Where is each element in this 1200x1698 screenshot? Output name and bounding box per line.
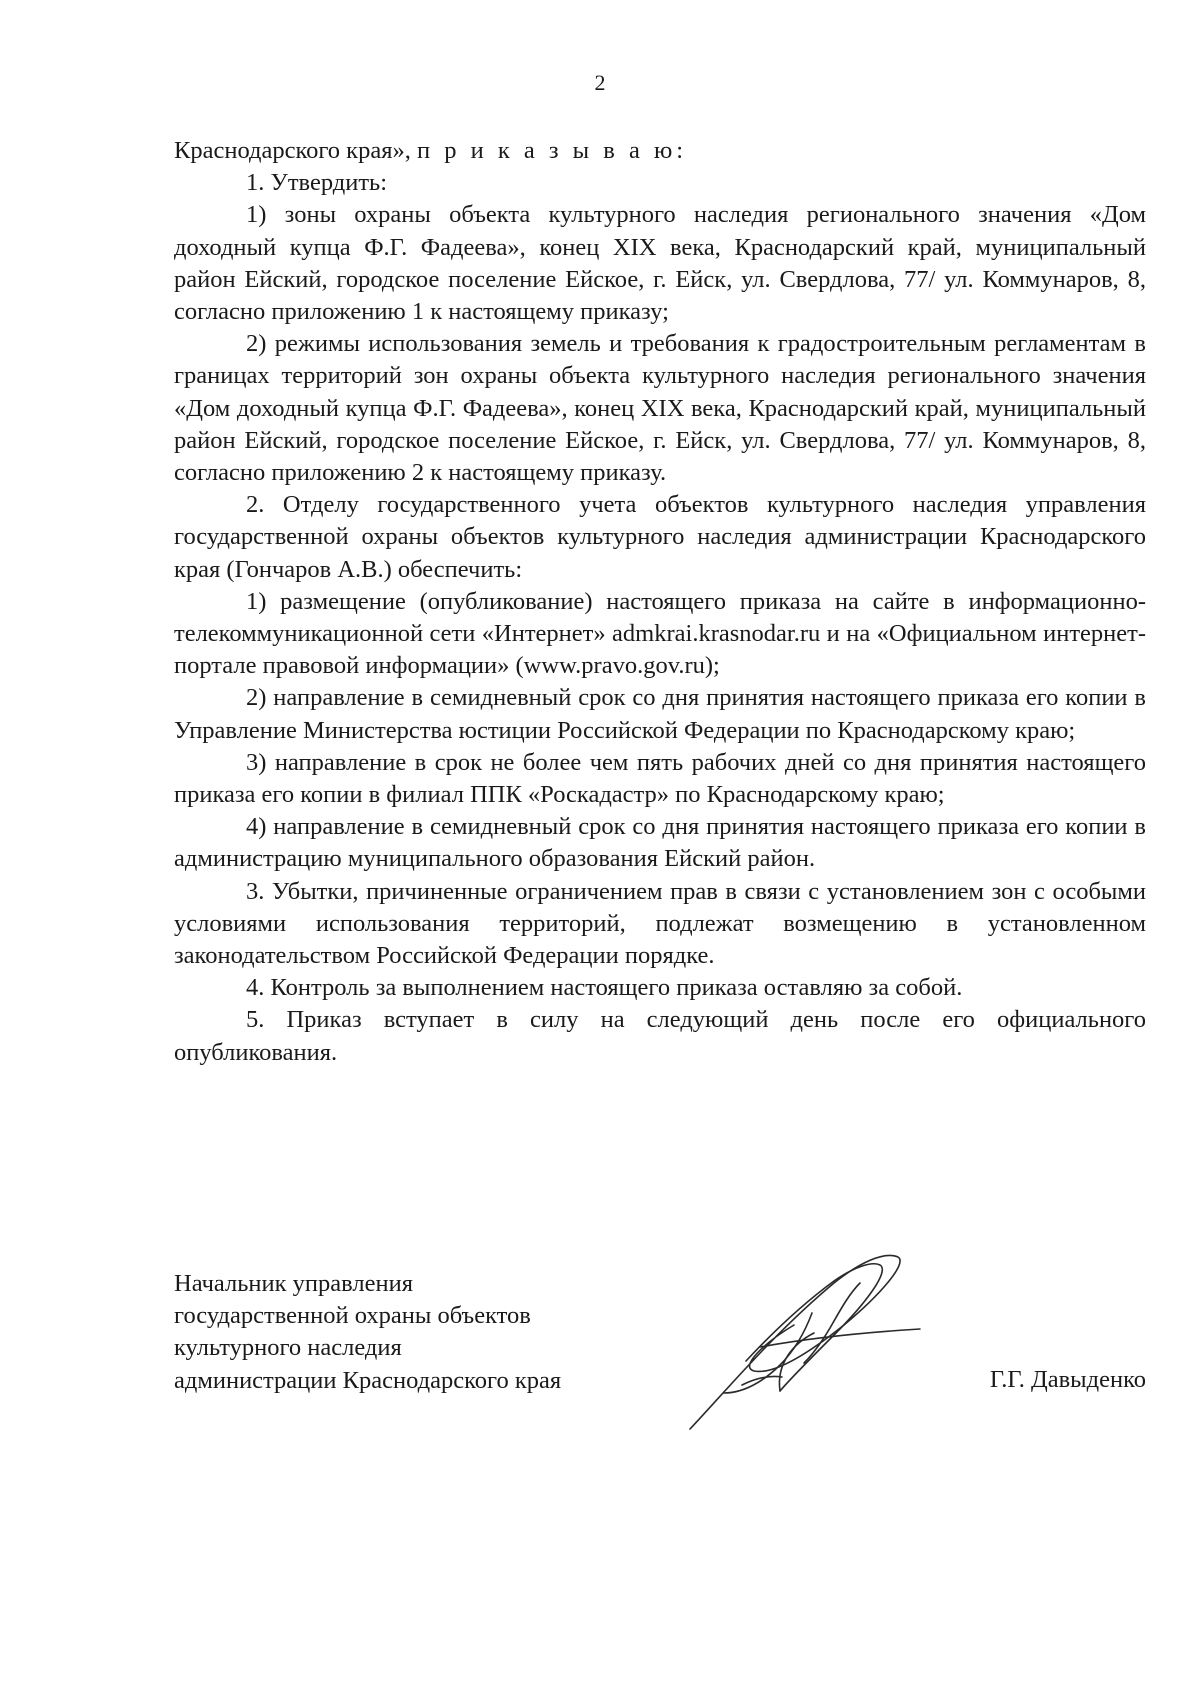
order-item-2-3: 3) направление в срок не более чем пять рабочих дней со дня принятия настоящего приказа его копии в филиал ППК «Роскадастр» по Краснодарскому краю;	[174, 748, 1146, 809]
signatory-title	[174, 1268, 561, 1397]
signatory-name: Г.Г. Давыденко	[989, 1366, 1146, 1393]
page-number: 2	[594, 70, 606, 95]
order-item-2-4: 4) направление в семидневный срок со дня принятия настоящего приказа его копии в администрацию муниципального образования Ейский район.	[174, 813, 1146, 873]
order-item-2-1: 1) размещение (опубликование) настоящего приказа на сайте в информационно-телекоммуникационной сети «Интернет» admkrai.krasnodar.ru и на «Официальном интернет-портале правовой информации» (www.pravo.gov.ru);	[174, 587, 1146, 680]
order-item-2: 2. Отделу государственного учета объектов культурного наследия управления государственной охраны объектов культурного наследия администрации Краснодарского края (Гончаров А.В.) обеспечить:	[174, 491, 1146, 583]
order-item-2-2: 2) направление в семидневный срок со дня принятия настоящего приказа его копии в Управление Министерства юстиции Российской Федерации по Краснодарскому краю;	[174, 684, 1146, 744]
order-item-3: 3. Убытки, причиненные ограничением прав в связи с установлением зон с особыми условиями использования территорий, подлежат возмещению в установленном законодательством Российской Федерации порядке.	[174, 877, 1146, 970]
intro-lead: Краснодарского края»,	[174, 137, 417, 164]
signature-block	[174, 1268, 1146, 1438]
order-item-4: 4. Контроль за выполнением настоящего приказа оставляю за собой.	[246, 974, 963, 1002]
signatory-title-line: Начальник управления	[174, 1270, 413, 1297]
signatory-title-line: культурного наследия	[174, 1334, 402, 1362]
order-item-1: 1. Утвердить:	[246, 169, 388, 197]
signatory-title-line: государственной охраны объектов	[174, 1302, 531, 1330]
order-item-5: 5. Приказ вступает в силу на следующий день после его официального опубликования.	[174, 1006, 1146, 1066]
order-body	[174, 135, 1146, 1069]
intro-paragraph	[174, 135, 1146, 167]
order-item-1-2: 2) режимы использования земель и требования к градостроительным регламентам в границах территорий зон охраны объекта культурного наследия регионального значения «Дом доходный купца Ф.Г. Фадеева», конец XIX века, Краснодарский край, муниципальный район Ейский, городское поселение Ейское, г. Ейск, ул. Свердлова, 77/ ул. Коммунаров, 8, согласно приложению 2 к настоящему приказу.	[174, 330, 1146, 487]
order-item-1-1: 1) зоны охраны объекта культурного наследия регионального значения «Дом доходный купца Ф.Г. Фадеева», конец XIX века, Краснодарский край, муниципальный район Ейский, городское поселение Ейское, г. Ейск, ул. Свердлова, 77/ ул. Коммунаров, 8, согласно приложению 1 к настоящему приказу;	[174, 201, 1146, 326]
handwritten-signature-icon	[684, 1243, 924, 1433]
intro-order-word: п р и к а з ы в а ю:	[416, 137, 688, 164]
signatory-title-line: администрации Краснодарского края	[174, 1366, 562, 1394]
